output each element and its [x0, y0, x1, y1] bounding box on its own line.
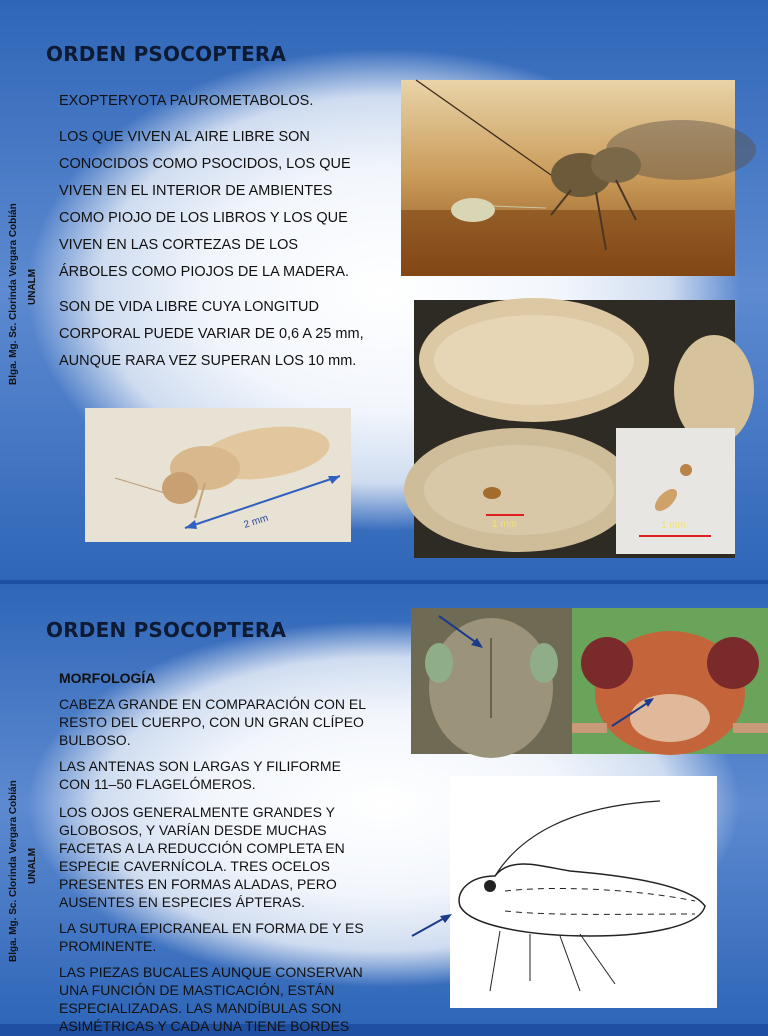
seed-psocid-photo — [414, 300, 735, 558]
size-line: CORPORAL PUEDE VARIAR DE 0,6 A 25 mm, — [59, 326, 364, 342]
section-heading: MORFOLOGÍA — [59, 670, 156, 686]
head-closeup-photo — [411, 608, 572, 754]
epicranial-arrow — [410, 910, 454, 940]
winged-psocid-photo — [401, 80, 735, 276]
size-line: AUNQUE RARA VEZ SUPERAN LOS 10 mm. — [59, 353, 357, 369]
text-line: CON 11–50 FLAGELÓMEROS. — [59, 776, 256, 792]
text-line: PRESENTES EN FORMAS ALADAS, PERO — [59, 876, 337, 892]
scale-label-1mm: 1 mm — [661, 520, 686, 531]
author-credit: Blga. Mg. Sc. Clorinda Vergara Cobián — [8, 780, 19, 962]
text-line: LAS ANTENAS SON LARGAS Y FILIFORME — [59, 758, 341, 774]
habitat-line: ÁRBOLES COMO PIOJOS DE LA MADERA. — [59, 264, 350, 280]
booklouse-photo — [85, 408, 351, 542]
text-line: ASIMÉTRICAS Y CADA UNA TIENE BORDES — [59, 1018, 350, 1034]
habitat-line: CONOCIDOS COMO PSOCIDOS, LOS QUE — [59, 156, 351, 172]
habitat-line: VIVEN EN EL INTERIOR DE AMBIENTES — [59, 183, 333, 199]
compound-eyes-photo — [572, 608, 768, 754]
slide-title: ORDEN PSOCOPTERA — [46, 618, 287, 642]
psocid-illustration — [450, 776, 717, 1008]
text-line: ESPECIE CAVERNÍCOLA. TRES OCELOS — [59, 858, 331, 874]
intro-text: EXOPTERYOTA PAUROMETABOLOS. — [59, 93, 314, 109]
text-line: FACETAS A LA REDUCCIÓN COMPLETA EN — [59, 840, 345, 856]
text-line: AUSENTES EN ESPECIES ÁPTERAS. — [59, 894, 305, 910]
institution-credit: UNALM — [27, 847, 38, 884]
size-line: SON DE VIDA LIBRE CUYA LONGITUD — [59, 299, 319, 315]
text-line: CABEZA GRANDE EN COMPARACIÓN CON EL — [59, 696, 367, 712]
text-line: UNA FUNCIÓN DE MASTICACIÓN, ESTÁN — [59, 982, 335, 998]
habitat-line: LOS QUE VIVEN AL AIRE LIBRE SON — [59, 129, 310, 145]
text-line: RESTO DEL CUERPO, CON UN GRAN CLÍPEO — [59, 714, 364, 730]
scale-label-2mm: 2 mm — [242, 512, 270, 531]
text-line: LOS OJOS GENERALMENTE GRANDES Y — [59, 804, 335, 820]
slide-2 — [0, 584, 768, 1034]
text-line: PROMINENTE. — [59, 938, 157, 954]
text-line: LA SUTURA EPICRANEAL EN FORMA DE Y ES — [59, 920, 364, 936]
text-line: ESPECIALIZADAS. LAS MANDÍBULAS SON — [59, 1000, 342, 1016]
institution-credit: UNALM — [27, 268, 38, 305]
habitat-line: VIVEN EN LAS CORTEZAS DE LOS — [59, 237, 299, 253]
text-line: GLOBOSOS, Y VARÍAN DESDE MUCHAS — [59, 822, 327, 838]
scale-label-1mm: 1 mm — [492, 519, 517, 530]
text-line: LAS PIEZAS BUCALES AUNQUE CONSERVAN — [59, 964, 363, 980]
author-credit: Blga. Mg. Sc. Clorinda Vergara Cobián — [8, 203, 19, 385]
habitat-line: COMO PIOJO DE LOS LIBROS Y LOS QUE — [59, 210, 348, 226]
text-line: BULBOSO. — [59, 732, 131, 748]
slide-title: ORDEN PSOCOPTERA — [46, 42, 287, 66]
